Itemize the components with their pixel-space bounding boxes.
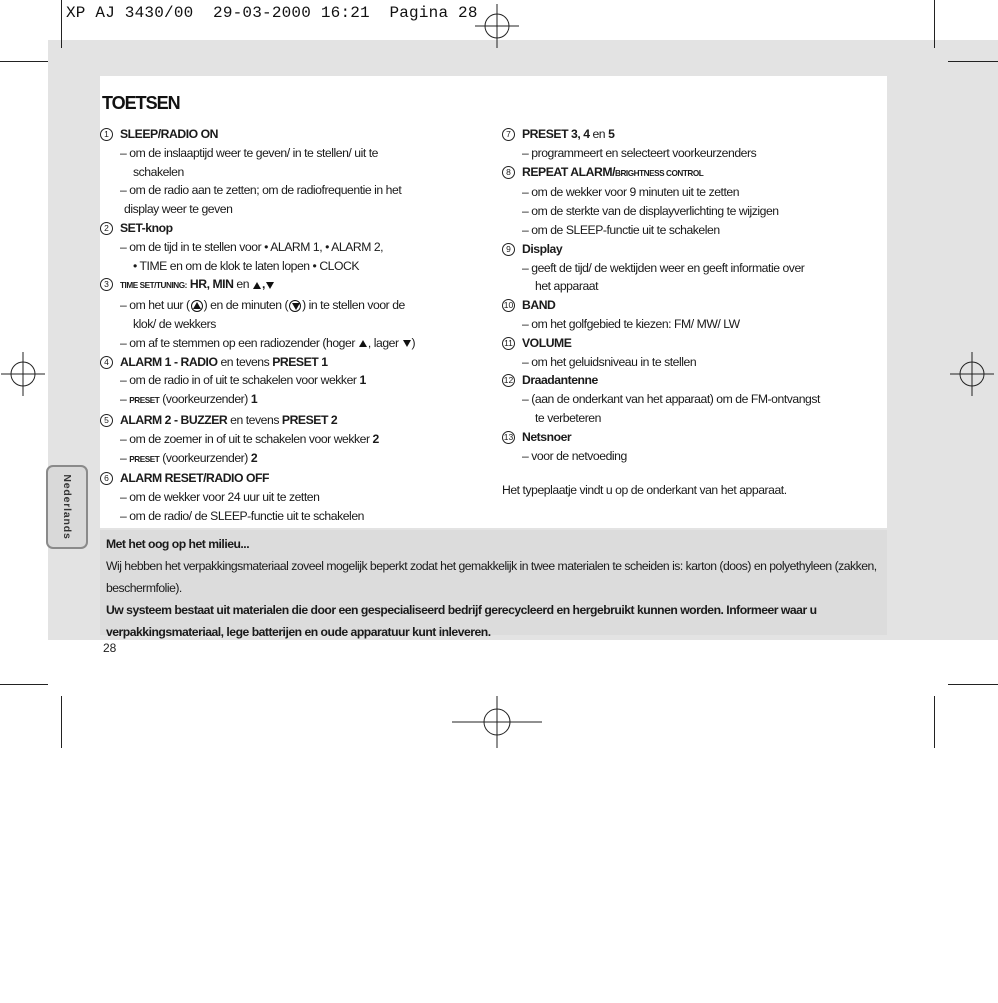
circled-arrow-up-icon <box>191 300 203 312</box>
environment-heading: Met het oog op het milieu... <box>106 537 250 551</box>
registration-mark-icon <box>1 352 45 396</box>
crop-mark <box>948 684 998 685</box>
item-number: 13 <box>503 431 514 442</box>
arrow-down-icon <box>403 340 411 347</box>
description-line: – om de wekker voor 24 uur uit te zetten <box>120 490 320 505</box>
crop-mark <box>0 61 48 62</box>
item-number: 10 <box>503 300 514 311</box>
item-2-heading: 2 SET-knop <box>100 219 495 238</box>
item-1-heading: 1 SLEEP/RADIO ON <box>100 125 495 144</box>
description-line: – om het golfgebied te kiezen: FM/ MW/ LW <box>522 316 740 331</box>
item-number: 2 <box>100 222 113 235</box>
description-line: – om het uur ( ) en de minuten ( ) in te stellen voor de <box>120 298 405 313</box>
page-number: 28 <box>103 641 117 655</box>
description-line: – om de tijd in te stellen voor • ALARM 1, • ALARM 2, <box>120 239 384 254</box>
circled-arrow-down-icon <box>289 300 301 312</box>
arrow-up-icon <box>359 340 367 347</box>
item-number: 8 <box>502 166 515 179</box>
description-line: – om de SLEEP-functie uit te schakelen <box>522 222 720 237</box>
item-number: 3 <box>100 278 113 291</box>
environment-notice <box>100 530 887 639</box>
description-line: – programmeert en selecteert voorkeurzenders <box>522 145 757 160</box>
description-line: te verbeteren <box>535 410 601 425</box>
registration-mark-icon <box>475 4 519 48</box>
description-line: – geeft de tijd/ de wektijden weer en geeft informatie over <box>522 260 805 275</box>
environment-body: Wij hebben het verpakkingsmateriaal zoveel mogelijk beperkt zodat het gemakkelijk in twee materialen te scheiden is: karton (doos) en polyethyleen (zakken, beschermfolie). <box>106 559 877 595</box>
description-line: – om de inslaaptijd weer te geven/ in te stellen/ uit te <box>120 145 378 160</box>
description-line: – om de radio/ de SLEEP-functie uit te schakelen <box>120 508 364 523</box>
description-line: – om de wekker voor 9 minuten uit te zetten <box>522 185 740 200</box>
language-tab <box>46 465 88 549</box>
item-5-heading: 5 ALARM 2 - BUZZER en tevens PRESET 2 <box>100 411 495 430</box>
description-line: – om de radio in of uit te schakelen voor wekker 1 <box>120 373 366 388</box>
description-line: display weer te geven <box>124 202 233 217</box>
item-13-heading: 13 Netsnoer <box>503 429 572 444</box>
description-line: – om de sterkte van de displayverlichting te wijzigen <box>522 204 779 219</box>
description-line: – (aan de onderkant van het apparaat) om de FM-ontvangst <box>522 392 820 407</box>
item-number: 9 <box>502 243 515 256</box>
item-10-heading: 10 BAND <box>503 298 556 313</box>
registration-mark-icon <box>950 352 994 396</box>
language-tab-label: Nederlands <box>61 474 73 540</box>
item-number: 5 <box>100 414 113 427</box>
item-8-heading: 8 REPEAT ALARM/BRIGHTNESS CONTROL <box>502 163 887 184</box>
description-line: – om de zoemer in of uit te schakelen voor wekker 2 <box>120 431 379 446</box>
item-number: 1 <box>100 128 113 141</box>
page-title: TOETSEN <box>102 93 180 113</box>
description-line: – om het geluidsniveau in te stellen <box>522 354 697 369</box>
description-line: – PRESET (voorkeurzender) 1 <box>120 392 258 407</box>
crop-mark <box>948 61 998 62</box>
description-line: klok/ de wekkers <box>133 316 216 331</box>
item-number: 4 <box>100 356 113 369</box>
left-column <box>100 125 495 526</box>
type-plate-note: Het typeplaatje vindt u op de onderkant van het apparaat. <box>502 483 787 497</box>
crop-mark <box>934 0 935 48</box>
item-7-heading: 7 PRESET 3, 4 en 5 <box>502 125 887 144</box>
item-number: 6 <box>100 472 113 485</box>
item-number: 7 <box>502 128 515 141</box>
right-column <box>502 125 887 465</box>
item-4-heading: 4 ALARM 1 - RADIO en tevens PRESET 1 <box>100 353 495 372</box>
crop-mark <box>61 696 62 748</box>
arrow-down-icon <box>266 282 274 289</box>
arrow-up-icon <box>253 282 261 289</box>
registration-mark-icon <box>452 696 542 748</box>
item-11-heading: 11 VOLUME <box>502 334 887 353</box>
description-line: het apparaat <box>535 279 599 294</box>
item-3-heading: 3 TIME SET/TUNING: HR, MIN en , <box>100 275 495 296</box>
description-line: • TIME en om de klok te laten lopen • CLOCK <box>133 258 360 273</box>
print-header: XP AJ 3430/00 29-03-2000 16:21 Pagina 28 <box>66 4 478 22</box>
description-line: – om de radio aan te zetten; om de radiofrequentie in het <box>120 183 402 198</box>
item-9-heading: 9 Display <box>502 240 887 259</box>
item-number: 12 <box>503 375 514 386</box>
item-number: 11 <box>502 337 515 350</box>
description-line: schakelen <box>133 164 184 179</box>
crop-mark <box>0 684 48 685</box>
crop-mark <box>934 696 935 748</box>
environment-bold-text: Uw systeem bestaat uit materialen die door een gespecialiseerd bedrijf gerecycleerd en hergebruikt kunnen worden. Informeer waar u verpakkingsmateriaal, lege batterijen en oude apparatuur kunt inleveren. <box>106 603 817 639</box>
crop-mark <box>61 0 62 48</box>
item-12-heading: 12 Draadantenne <box>503 373 598 388</box>
description-line: – om af te stemmen op een radiozender (hoger , lager ) <box>120 335 416 350</box>
item-6-heading: 6 ALARM RESET/RADIO OFF <box>100 469 495 488</box>
description-line: – PRESET (voorkeurzender) 2 <box>120 450 258 465</box>
description-line: – voor de netvoeding <box>522 448 627 463</box>
